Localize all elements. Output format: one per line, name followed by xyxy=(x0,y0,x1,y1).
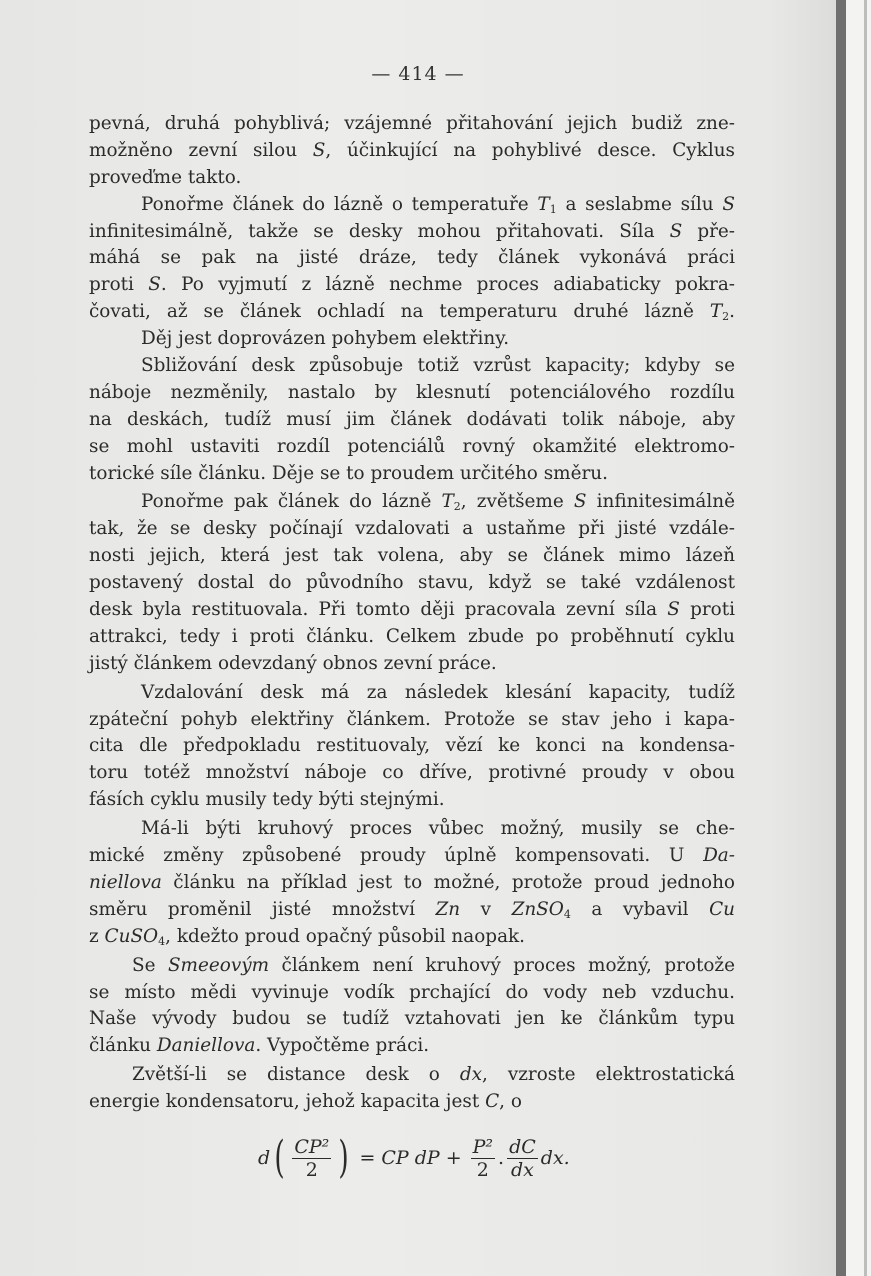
text-line: Naše vývody budou se tudíž vztahovati jen ke článkům typu xyxy=(89,1008,735,1030)
text-line: pevná, druhá pohyblivá; vzájemné přitahování jejich budiž zne- xyxy=(89,113,735,134)
text-line: mické změny způsobené proudy úplně kompensovati. U Da- xyxy=(89,845,735,867)
text-line: nosti jejich, která jest tak volena, aby se článek mimo lázeň xyxy=(89,545,735,567)
text-line: čovati, až se článek ochladí na temperaturu druhé lázně $T_2$. xyxy=(89,301,735,324)
body-text xyxy=(89,111,735,1116)
text-line: attrakci, tedy i proti článku. Celkem zbude po proběhnutí cyklu xyxy=(89,625,735,647)
text-line: zpáteční pohyb elektřiny článkem. Protože se stav jeho i kapa- xyxy=(89,708,735,730)
text-line: se místo mědi vyvinuje vodík prchající do vody neb vzduchu. xyxy=(89,981,735,1003)
text-line: máhá se pak na jisté dráze, tedy článek vykonává práci xyxy=(89,247,735,269)
text-line: cita dle předpokladu restituovaly, vězí ke konci na kondensa- xyxy=(89,735,735,757)
text-line: energie kondensatoru, jehož kapacita jest C, o xyxy=(89,1091,522,1113)
page-edge-shadow xyxy=(836,0,846,1276)
page-number: — 414 — xyxy=(371,63,465,85)
text-line: se mohl ustaviti rozdíl potenciálů rovný okamžité elektromo- xyxy=(89,435,735,457)
text-line: Má-li býti kruhový proces vůbec možný, musily se che- xyxy=(141,818,735,840)
text-line: niellova článku na příklad jest to možné, protože proud jednoho xyxy=(89,871,735,893)
text-line: směru proměnil jisté množství Zn v ZnSO$_4$ a vybavil Cu xyxy=(89,898,735,921)
text-line: desk byla restituovala. Při tomto ději pracovala zevní síla S proti xyxy=(89,599,735,621)
text-line: proti S. Po vyjmutí z lázně nechme proces adiabaticky pokra- xyxy=(89,274,735,296)
fraction-p2-over-2: $\frac{\text{P²}}{2}$ xyxy=(472,1135,494,1181)
text-line: infinitesimálně, takže se desky mohou přitahovati. Síla S pře- xyxy=(89,220,735,242)
text-line: Sbližování desk způsobuje totiž vzrůst kapacity; kdyby se xyxy=(141,355,735,377)
text-line: článku Daniellova. Vypočtěme práci. xyxy=(89,1035,430,1057)
text-line: postavený dostal do původního stavu, když se také vzdálenost xyxy=(89,572,735,594)
text-line: z CuSO$_4$, kdežto proud opačný působil naopak. xyxy=(89,925,526,948)
text-line: torické síle článku. Děje se to proudem určitého směru. xyxy=(89,462,608,484)
text-line: náboje nezměnily, nastalo by klesnutí potenciálového rozdílu xyxy=(89,381,735,403)
text-line: toru totéž množství náboje co dříve, protivné proudy v obou xyxy=(89,762,735,784)
text-line: Se Smeeovým článkem není kruhový proces možný, protože xyxy=(132,954,735,976)
fraction-dc-over-dx: $\frac{dC}{dx}$ xyxy=(509,1135,536,1181)
fraction-cp2-over-2: $\frac{\text{CP²}}{2}$ xyxy=(294,1135,330,1181)
text-line: fásích cyklu musily tedy býti stejnými. xyxy=(89,789,445,811)
text-line: Zvětší-li se distance desk o dx, vzroste elektrostatická xyxy=(132,1064,735,1086)
text-line: Děj jest doprovázen pohybem elektřiny. xyxy=(141,328,510,350)
page-edge xyxy=(846,0,871,1276)
text-line: možněno zevní silou S, účinkující na pohyblivé desce. Cyklus xyxy=(89,139,735,161)
text-line: tak, že se desky počínají vzdalovati a ustaňme při jisté vzdále- xyxy=(89,518,735,540)
text-line: jistý článkem odevzdaný obnos zevní práce. xyxy=(89,652,497,674)
text-line: na deskách, tudíž musí jim článek dodávati tolik náboje, aby xyxy=(89,408,735,430)
equation: d ( $\frac{\text{CP²}}{2}$ ) = CP dP + $\frac{\text{P²}}{2}$ . $\frac{dC}{dx}$ dx. xyxy=(258,1132,570,1183)
text-line: proveďme takto. xyxy=(89,166,242,188)
text-line: Vzdalování desk má za následek klesání kapacity, tudíž xyxy=(141,681,735,703)
text-line: Ponořme pak článek do lázně $T_2$, zvětšeme S infinitesimálně xyxy=(141,491,735,514)
text-line: Ponořme článek do lázně o temperatuře $T_1$ a seslabme sílu S xyxy=(141,193,735,216)
